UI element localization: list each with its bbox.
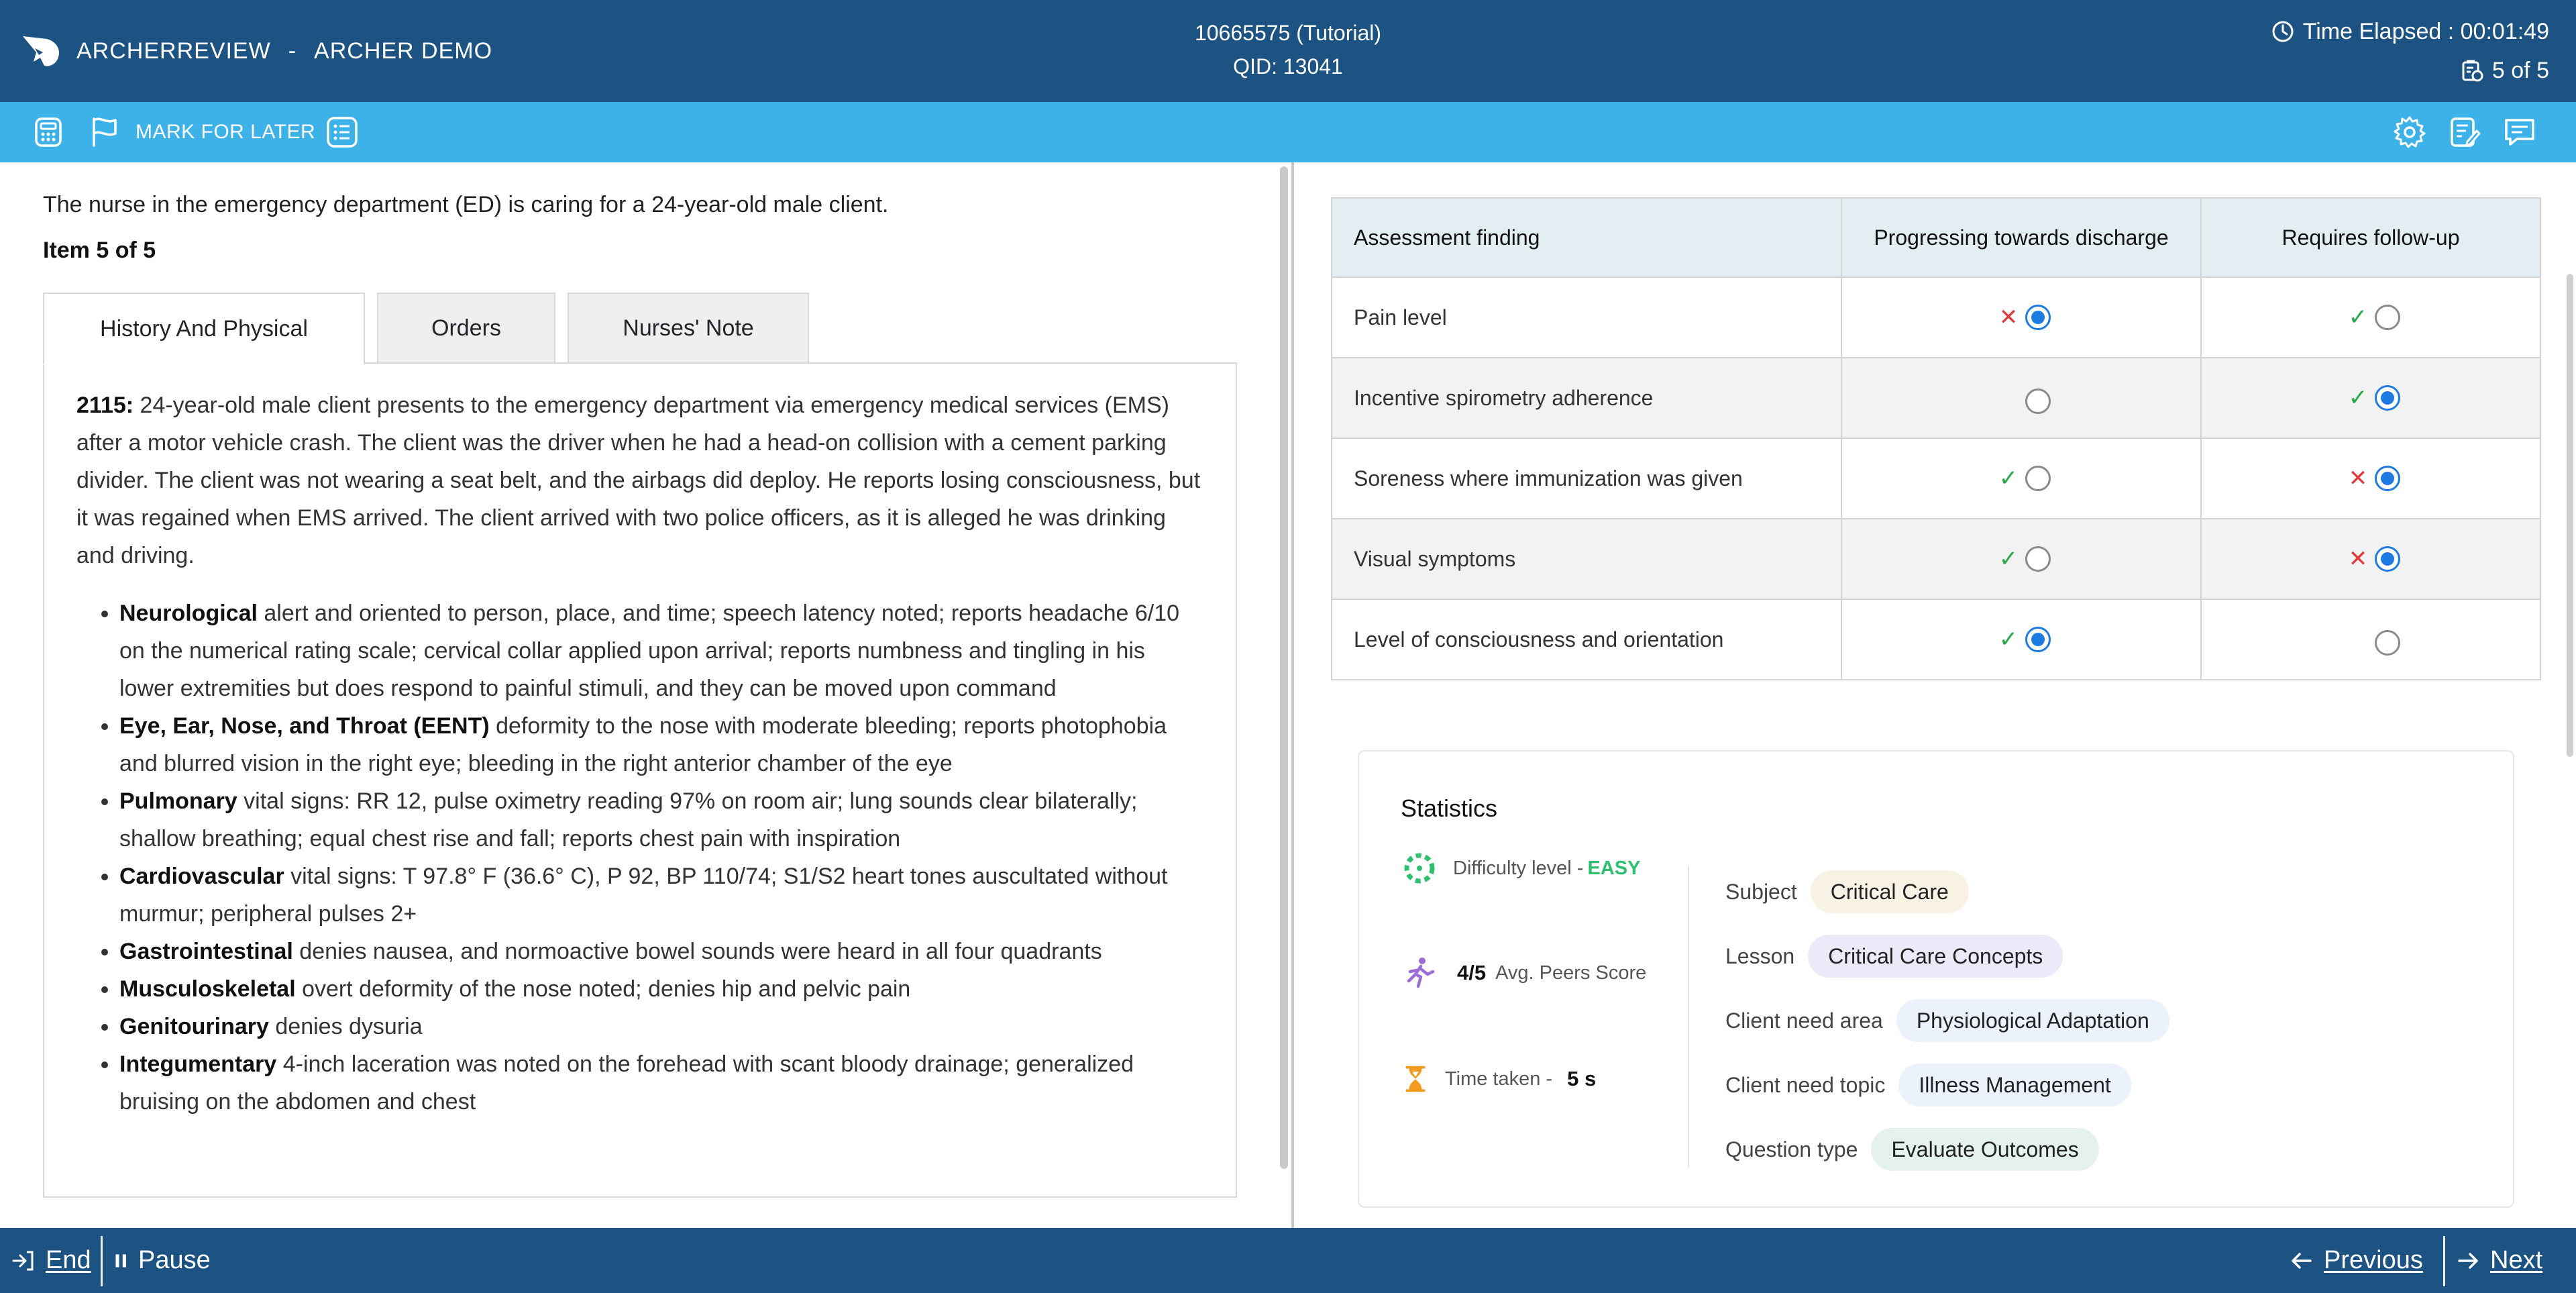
end-label: End	[46, 1246, 91, 1274]
meta-label: Question type	[1725, 1137, 1858, 1161]
clock-icon	[2271, 19, 2295, 44]
progressing-radio[interactable]	[2025, 305, 2051, 330]
correct-check-icon: ✓	[1998, 466, 2019, 491]
header-assessment-finding: Assessment finding	[1332, 198, 1841, 277]
header-requires-follow-up: Requires follow-up	[2201, 198, 2540, 277]
time-elapsed-row	[2271, 12, 2549, 51]
peers-score-stat	[1401, 954, 1646, 992]
top-header	[0, 0, 2576, 102]
option-wrapper	[2324, 630, 2418, 656]
pause-icon	[113, 1248, 131, 1274]
follow-up-cell	[2201, 358, 2540, 438]
brand-name: ARCHERREVIEW	[76, 38, 271, 64]
progressing-cell	[1841, 519, 2201, 599]
meta-row-lesson	[1725, 934, 2063, 978]
option-wrapper	[1974, 304, 2068, 331]
meta-row-client-need-topic	[1725, 1063, 2131, 1107]
system-name: Musculoskeletal	[119, 976, 296, 1002]
follow-up-cell	[2201, 277, 2540, 358]
arrow-left-icon	[2289, 1248, 2314, 1274]
system-findings: alert and oriented to person, place, and time; speech latency noted; reports headache 6/10 on the numerical rating scale; cervical collar applied upon arrival; reports numbness and tingling in his lower extremities but does respond to painful stimuli, and they can be moved upon command	[119, 601, 1180, 701]
assessment-finding: Incentive spirometry adherence	[1332, 358, 1841, 438]
demo-name: ARCHER DEMO	[314, 38, 493, 64]
option-wrapper	[2324, 546, 2418, 572]
item-counter: Item 5 of 5	[43, 238, 156, 263]
statistics-panel	[1358, 750, 2514, 1208]
mark-for-later-button[interactable]	[87, 102, 315, 162]
archer-logo-icon	[20, 32, 63, 70]
follow-up-cell	[2201, 519, 2540, 599]
list-item	[119, 594, 1203, 707]
previous-button[interactable]	[2289, 1228, 2423, 1293]
hp-time: 2115:	[76, 393, 134, 418]
option-wrapper	[1974, 626, 2068, 653]
list-item	[119, 782, 1203, 858]
meta-label: Lesson	[1725, 943, 1795, 968]
peers-score-label: Avg. Peers Score	[1495, 962, 1647, 984]
time-taken-stat	[1401, 1062, 1605, 1096]
follow-up-radio[interactable]	[2375, 466, 2400, 491]
follow-up-radio[interactable]	[2375, 630, 2400, 656]
arrow-right-icon	[2455, 1248, 2481, 1274]
difficulty-icon	[1401, 849, 1438, 887]
progressing-cell	[1841, 599, 2201, 680]
system-name: Genitourinary	[119, 1014, 269, 1039]
meta-label: Client need topic	[1725, 1072, 1886, 1097]
feedback-icon	[2502, 115, 2537, 150]
system-findings: 4-inch laceration was noted on the forehead with scant bloody drainage; generalized bruising on the abdomen and chest	[119, 1051, 1134, 1115]
flag-icon	[87, 115, 122, 150]
follow-up-radio[interactable]	[2375, 305, 2400, 330]
correct-check-icon: ✓	[2348, 385, 2368, 411]
right-scrollbar[interactable]	[2567, 274, 2573, 757]
difficulty-stat	[1401, 849, 1640, 887]
bottom-bar	[0, 1228, 2576, 1293]
table-row	[1332, 438, 2540, 519]
correct-check-icon: ✓	[2348, 305, 2368, 330]
case-pane	[0, 162, 1291, 1228]
meta-row-question-type	[1725, 1127, 2099, 1172]
time-taken-label: Time taken -	[1445, 1068, 1553, 1090]
option-wrapper	[2324, 384, 2418, 411]
assessment-finding: Level of consciousness and orientation	[1332, 599, 1841, 680]
notes-icon	[2447, 115, 2482, 150]
question-list-button[interactable]	[325, 102, 360, 162]
calculator-button[interactable]	[31, 102, 66, 162]
meta-pill-client-need-area: Physiological Adaptation	[1896, 999, 2169, 1042]
table-row	[1332, 519, 2540, 599]
peers-score-value: 4/5	[1457, 961, 1487, 984]
incorrect-x-icon: ✕	[2348, 546, 2368, 572]
progressing-radio[interactable]	[2025, 627, 2051, 652]
list-item	[119, 933, 1203, 970]
end-button[interactable]	[11, 1228, 91, 1293]
follow-up-cell	[2201, 438, 2540, 519]
correct-check-icon: ✓	[1998, 546, 2019, 572]
system-name: Eye, Ear, Nose, and Throat (EENT)	[119, 713, 490, 739]
question-progress: 5 of 5	[2491, 58, 2549, 83]
left-scrollbar[interactable]	[1280, 166, 1288, 1169]
footer-separator	[101, 1236, 103, 1286]
peers-icon	[1401, 954, 1438, 992]
assessment-finding: Soreness where immunization was given	[1332, 438, 1841, 519]
mark-for-later-label: MARK FOR LATER	[136, 121, 316, 143]
progressing-radio[interactable]	[2025, 466, 2051, 491]
progress-row	[2271, 51, 2549, 90]
time-taken-value: 5 s	[1567, 1067, 1597, 1090]
next-button[interactable]	[2455, 1228, 2542, 1293]
system-name: Pulmonary	[119, 788, 237, 814]
list-item	[119, 707, 1203, 782]
test-info	[1087, 16, 1489, 83]
history-and-physical-content	[43, 362, 1237, 1198]
hp-systems-list	[76, 594, 1203, 1121]
settings-button[interactable]	[2392, 102, 2427, 162]
progressing-radio[interactable]	[2025, 546, 2051, 572]
system-name: Cardiovascular	[119, 864, 284, 889]
matrix-header-row	[1332, 198, 2540, 277]
follow-up-radio[interactable]	[2375, 385, 2400, 411]
stats-divider	[1688, 866, 1689, 1168]
previous-label: Previous	[2324, 1246, 2423, 1274]
option-wrapper	[2324, 465, 2418, 492]
system-findings: overt deformity of the nose noted; denies hip and pelvic pain	[295, 976, 911, 1002]
pane-divider[interactable]	[1291, 162, 1294, 1228]
system-findings: vital signs: RR 12, pulse oximetry reading 97% on room air; lung sounds clear bilaterally; shallow breathing; equal chest rise and fall; reports chest pain with inspiration	[119, 788, 1138, 851]
notes-button[interactable]	[2447, 102, 2482, 162]
meta-row-subject	[1725, 870, 1969, 914]
follow-up-cell	[2201, 599, 2540, 680]
incorrect-x-icon: ✕	[1998, 305, 2019, 330]
system-findings: denies dysuria	[268, 1014, 423, 1039]
hp-intro-text: 24-year-old male client presents to the emergency department via emergency medical services (EMS) after a motor vehicle crash. The client was the driver when he had a head-on collision with a cement parking divider. The client was not wearing a seat belt, and the airbags did deploy. He reports losing consciousness, but it was regained when EMS arrived. The client arrived with two police officers, as it is alleged he was drinking and driving.	[76, 393, 1201, 568]
system-name: Gastrointestinal	[119, 939, 293, 964]
hourglass-icon	[1401, 1062, 1430, 1096]
assessment-matrix	[1331, 197, 2541, 680]
question-id: QID: 13041	[1233, 54, 1343, 79]
assessment-finding: Pain level	[1332, 277, 1841, 358]
option-wrapper	[1974, 546, 2068, 572]
difficulty-label: Difficulty level -	[1453, 857, 1584, 879]
question-stem: The nurse in the emergency department (ED) is caring for a 24-year-old male client.	[43, 192, 889, 217]
statistics-title: Statistics	[1401, 794, 1498, 822]
table-row	[1332, 277, 2540, 358]
tab-orders[interactable]: Orders	[377, 293, 555, 364]
table-row	[1332, 599, 2540, 680]
test-id: 10665575 (Tutorial)	[1194, 21, 1382, 45]
question-count-icon	[2460, 58, 2484, 83]
option-wrapper	[1974, 465, 2068, 492]
progressing-cell	[1841, 358, 2201, 438]
table-row	[1332, 358, 2540, 438]
header-progressing: Progressing towards discharge	[1841, 198, 2201, 277]
incorrect-x-icon: ✕	[2348, 466, 2368, 491]
session-info	[2271, 12, 2549, 90]
list-item	[119, 1045, 1203, 1121]
pause-label: Pause	[138, 1246, 211, 1274]
feedback-button[interactable]	[2502, 102, 2537, 162]
hp-intro	[76, 386, 1203, 574]
case-tabs	[43, 293, 821, 364]
meta-pill-question-type: Evaluate Outcomes	[1871, 1128, 2098, 1171]
tab-nurses-note[interactable]: Nurses' Note	[568, 293, 809, 364]
progressing-radio[interactable]	[2025, 389, 2051, 414]
next-label: Next	[2490, 1246, 2543, 1274]
system-name: Integumentary	[119, 1051, 277, 1077]
meta-label: Subject	[1725, 879, 1797, 904]
list-item	[119, 858, 1203, 933]
system-findings: vital signs: T 97.8° F (36.6° C), P 92, BP 110/74; S1/S2 heart tones auscultated without murmur; peripheral pulses 2+	[119, 864, 1168, 927]
brand-separator: -	[288, 38, 297, 64]
toolbar	[0, 102, 2576, 162]
correct-check-icon: ✓	[1998, 627, 2019, 652]
meta-pill-client-need-topic: Illness Management	[1898, 1064, 2131, 1106]
time-elapsed: Time Elapsed : 00:01:49	[2302, 19, 2549, 44]
system-name: Neurological	[119, 601, 258, 626]
calculator-icon	[31, 115, 66, 150]
option-wrapper	[2324, 304, 2418, 331]
follow-up-radio[interactable]	[2375, 546, 2400, 572]
matrix-body	[1332, 277, 2540, 680]
footer-separator	[2443, 1236, 2445, 1286]
system-findings: denies nausea, and normoactive bowel sounds were heard in all four quadrants	[292, 939, 1102, 964]
system-findings: deformity to the nose with moderate bleeding; reports photophobia and blurred vision in the right eye; bleeding in the right anterior chamber of the eye	[119, 713, 1167, 776]
list-item	[119, 1008, 1203, 1045]
meta-row-client-need-area	[1725, 998, 2169, 1043]
assessment-finding: Visual symptoms	[1332, 519, 1841, 599]
progressing-cell	[1841, 438, 2201, 519]
settings-icon	[2392, 115, 2427, 150]
progressing-cell	[1841, 277, 2201, 358]
list-item	[119, 970, 1203, 1008]
meta-label: Client need area	[1725, 1008, 1883, 1033]
option-wrapper	[1974, 389, 2068, 414]
meta-pill-lesson: Critical Care Concepts	[1808, 935, 2063, 978]
pause-button[interactable]	[113, 1228, 211, 1293]
meta-pill-subject: Critical Care	[1811, 870, 1969, 913]
tab-history-and-physical[interactable]: History And Physical	[43, 293, 365, 365]
list-icon	[325, 115, 360, 150]
difficulty-value: EASY	[1587, 857, 1641, 879]
brand	[20, 31, 492, 71]
end-icon	[11, 1248, 36, 1274]
